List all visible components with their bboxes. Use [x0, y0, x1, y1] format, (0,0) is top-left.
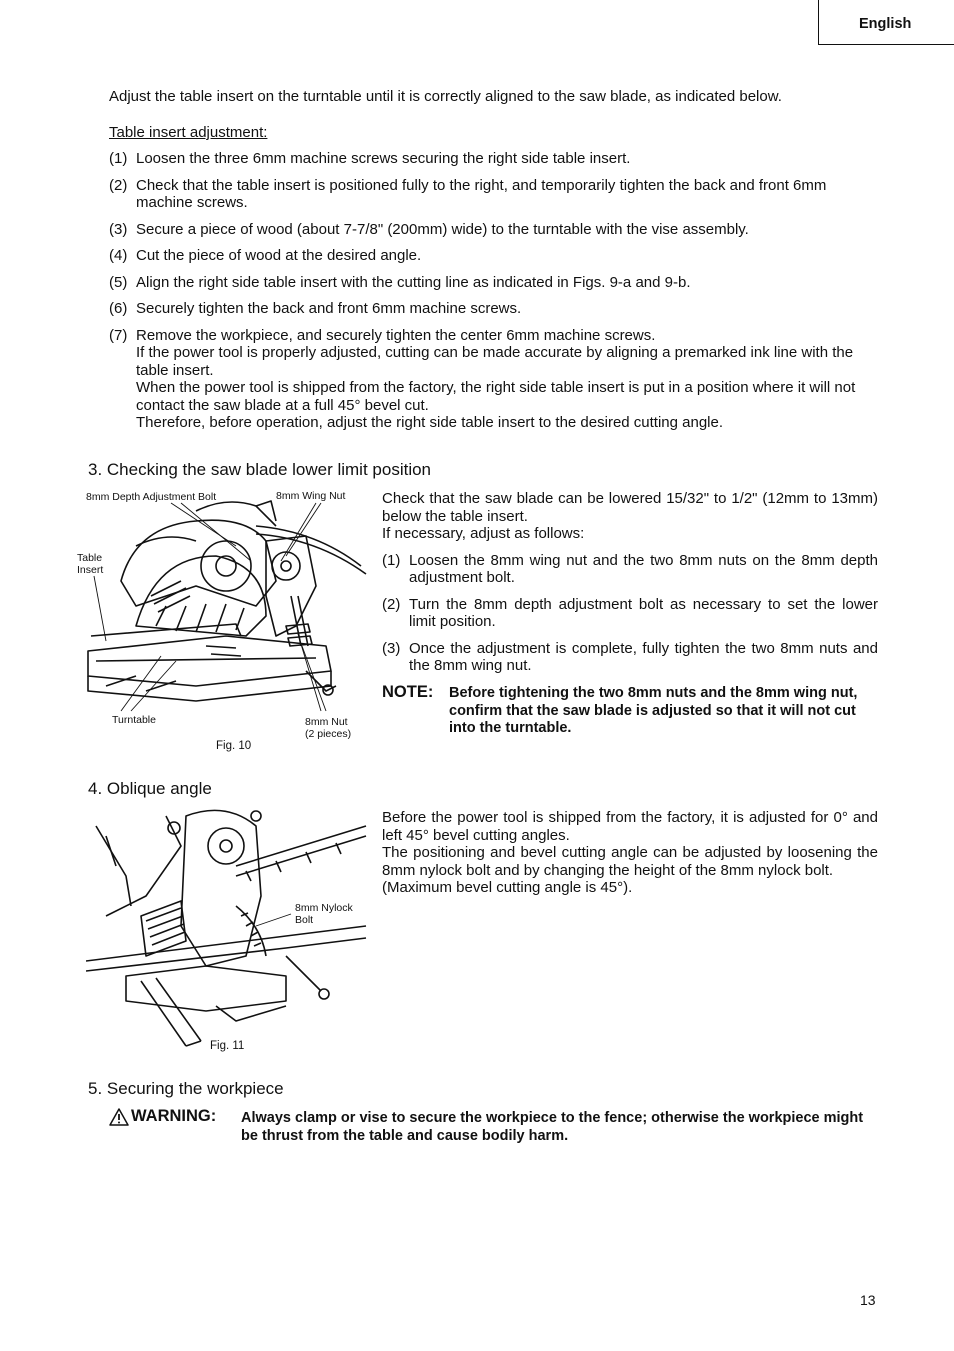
section-4-heading: 4. Oblique angle	[88, 779, 212, 798]
label-depth-adjustment-bolt: 8mm Depth Adjustment Bolt	[86, 491, 217, 503]
step-text: Align the right side table insert with the cutting line as indicated in Figs. 9-a and 9-b.	[136, 273, 691, 291]
step-6	[109, 300, 879, 318]
step-text: Loosen the 8mm wing nut and the two 8mm nuts on the 8mm depth adjustment bolt.	[409, 551, 878, 586]
label-table-insert-1: Table	[77, 552, 103, 564]
step-number: (1)	[109, 150, 128, 167]
warning-label: WARNING:	[131, 1107, 217, 1126]
label-turntable: Turntable	[112, 714, 156, 726]
s3-step-1	[382, 552, 878, 587]
step-text: Loosen the three 6mm machine screws securing the right side table insert.	[136, 150, 631, 167]
section-3-text	[382, 490, 878, 684]
step-number: (2)	[382, 595, 401, 613]
table-insert-steps	[109, 150, 879, 441]
step-1	[109, 150, 879, 168]
section-3-heading: 3. Checking the saw blade lower limit position	[88, 460, 432, 479]
step-continuation: Therefore, before operation, adjust the right side table insert to the desired cutting angle.	[136, 414, 724, 431]
step-3	[109, 221, 879, 239]
intro-paragraph: Adjust the table insert on the turntable until it is correctly aligned to the saw blade, as indicated below.	[109, 88, 782, 105]
step-text: Cut the piece of wood at the desired angle.	[136, 247, 422, 264]
language-tab	[818, 0, 954, 45]
language-label: English	[859, 16, 912, 32]
label-nut-1: 8mm Nut	[305, 716, 348, 728]
step-text: Once the adjustment is complete, fully tighten the two 8mm nuts and the 8mm wing nut.	[409, 639, 878, 674]
section-5-heading: 5. Securing the workpiece	[88, 1079, 284, 1098]
figure-10-caption: Fig. 10	[216, 740, 252, 752]
s3-step-3	[382, 640, 878, 675]
label-table-insert-2: Insert	[77, 564, 104, 576]
section-4-para-1: Before the power tool is shipped from the factory, it is adjusted for 0° and left 45° bevel cutting angles.	[382, 809, 878, 844]
step-number: (3)	[109, 220, 128, 238]
warning-triangle-icon	[109, 1108, 129, 1126]
warning-label-group	[109, 1108, 216, 1126]
step-number: (5)	[109, 273, 128, 291]
figure-11	[86, 806, 371, 1056]
label-nylock-1: 8mm Nylock	[295, 902, 353, 914]
s3-step-2	[382, 596, 878, 631]
step-2	[109, 177, 879, 212]
step-5	[109, 274, 879, 292]
step-number: (4)	[109, 247, 128, 264]
step-text: Remove the workpiece, and securely tighten the center 6mm machine screws.	[136, 326, 656, 344]
step-continuation: If the power tool is properly adjusted, cutting can be made accurate by aligning a premarked ink line with the table insert.	[136, 344, 854, 379]
step-text: Secure a piece of wood (about 7-7/8" (200mm) wide) to the turntable with the vise assembly.	[136, 220, 749, 238]
oblique-angle-illustration	[86, 806, 371, 1056]
section-3-steps	[382, 552, 878, 675]
section-4-para-2: The positioning and bevel cutting angle can be adjusted by loosening the 8mm nylock bolt and by changing the height of the 8mm nylock bolt.	[382, 844, 878, 879]
step-continuation: When the power tool is shipped from the factory, the right side table insert is put in a position where it will not contact the saw blade at a full 45° bevel cut.	[136, 379, 856, 414]
section-3-para-1: Check that the saw blade can be lowered 15/32" to 1/2" (12mm to 13mm) below the table insert.	[382, 490, 878, 525]
figure-11-caption: Fig. 11	[210, 1040, 245, 1052]
step-number: (1)	[382, 551, 401, 569]
page-number: 13	[860, 1292, 876, 1308]
step-text: Securely tighten the back and front 6mm machine screws.	[136, 300, 522, 317]
section-4-para-3: (Maximum bevel cutting angle is 45°).	[382, 879, 633, 896]
step-text: Turn the 8mm depth adjustment bolt as necessary to set the lower limit position.	[409, 595, 878, 630]
table-insert-heading: Table insert adjustment:	[109, 124, 268, 141]
section-3-para-2: If necessary, adjust as follows:	[382, 525, 585, 542]
step-text: Check that the table insert is positioned fully to the right, and temporarily tighten the back and front 6mm machine screws.	[136, 176, 827, 211]
figure-10	[76, 486, 376, 756]
note-label: NOTE:	[382, 683, 434, 701]
step-7	[109, 327, 879, 432]
label-wing-nut: 8mm Wing Nut	[276, 490, 346, 502]
section-4-text	[382, 809, 878, 897]
step-4	[109, 247, 879, 265]
note-text: Before tightening the two 8mm nuts and the 8mm wing nut, confirm that the saw blade is adjusted so that it will not cut into the turntable.	[449, 685, 858, 736]
step-number: (7)	[109, 326, 128, 344]
label-nut-2: (2 pieces)	[305, 728, 352, 740]
step-number: (6)	[109, 300, 128, 317]
step-number: (3)	[382, 639, 401, 657]
warning-text: Always clamp or vise to secure the workpiece to the fence; otherwise the workpiece might be thrust from the table and cause bodily harm.	[241, 1110, 864, 1144]
label-nylock-2: Bolt	[295, 914, 314, 926]
step-number: (2)	[109, 176, 128, 194]
